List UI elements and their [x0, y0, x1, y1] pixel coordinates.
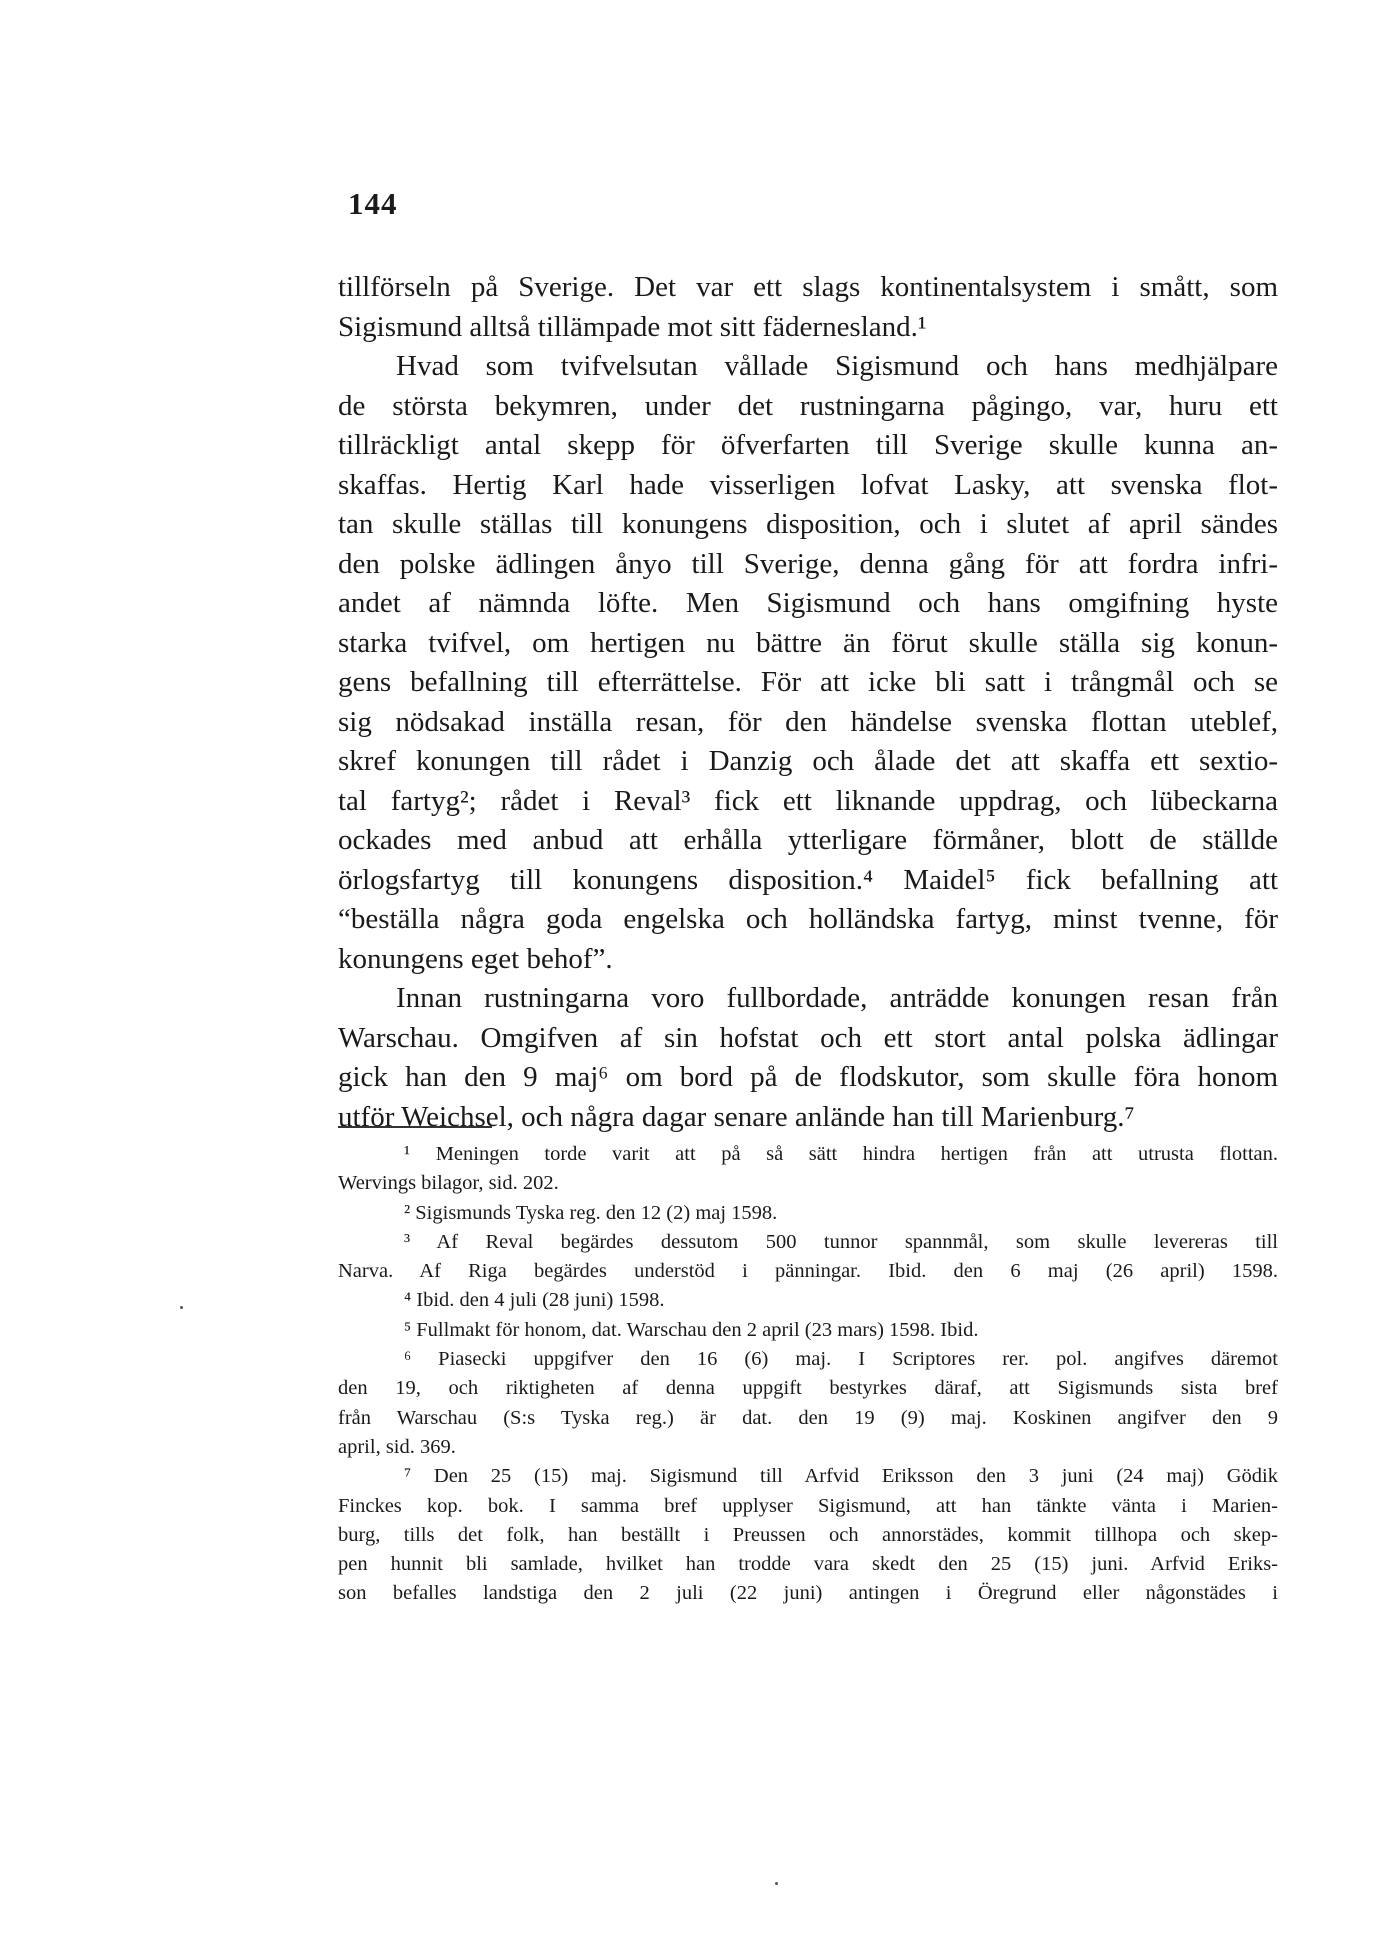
body-line: Innan rustningarna voro fullbordade, anträdde konungen resan från: [396, 982, 1278, 1014]
footnote-divider: [338, 1126, 492, 1128]
footnote-line: son befalles landstiga den 2 juli (22 juni) antingen i Öregrund eller någonstädes i: [338, 1582, 1278, 1605]
footnotes: [338, 1140, 1278, 1609]
footnote-line: ⁶ Piasecki uppgifver den 16 (6) maj. I Scriptores rer. pol. angifves däremot: [404, 1348, 1278, 1371]
body-line: andet af nämnda löfte. Men Sigismund och hans omgifning hyste: [338, 587, 1278, 619]
body-line: Sigismund alltså tillämpade mot sitt fädernesland.¹: [338, 310, 927, 343]
footnote-line: från Warschau (S:s Tyska reg.) är dat. den 19 (9) maj. Koskinen angifver den 9: [338, 1406, 1278, 1429]
footnote-line: ⁷ Den 25 (15) maj. Sigismund till Arfvid Eriksson den 3 juni (24 maj) Gödik: [404, 1465, 1278, 1488]
footnote-line: den 19, och riktigheten af denna uppgift bestyrkes däraf, att Sigismunds sista bref: [338, 1377, 1278, 1400]
body-line: örlogsfartyg till konungens disposition.⁴ Maidel⁵ fick befallning att: [338, 863, 1278, 896]
body-line: de största bekymren, under det rustningarna pågingo, var, huru ett: [338, 389, 1278, 422]
body-line: skref konungen till rådet i Danzig och ålade det att skaffa ett sextio-: [338, 745, 1278, 777]
footnote-line: Finckes kop. bok. I samma bref upplyser Sigismund, att han tänkte vänta i Marien-: [338, 1494, 1278, 1517]
body-line: gens befallning till efterrättelse. För att icke bli satt i trångmål och se: [338, 666, 1278, 698]
body-line: tillräckligt antal skepp för öfverfarten till Sverige skulle kunna an-: [338, 429, 1278, 461]
footnote-line: ¹ Meningen torde varit att på så sätt hindra hertigen från att utrusta flottan.: [404, 1143, 1278, 1165]
footnote-line: ³ Af Reval begärdes dessutom 500 tunnor spannmål, som skulle levereras till: [404, 1230, 1278, 1253]
body-line: starka tvifvel, om hertigen nu bättre än förut skulle ställa sig konun-: [338, 626, 1278, 659]
footnote-line: ⁵ Fullmakt för honom, dat. Warschau den 2 april (23 mars) 1598. Ibid.: [404, 1318, 979, 1341]
body-line: tan skulle ställas till konungens disposition, och i slutet af april sändes: [338, 508, 1278, 540]
footnote-line: pen hunnit bli samlade, hvilket han trodde vara skedt den 25 (15) juni. Arfvid Eriks-: [338, 1553, 1278, 1576]
body-line: utför Weichsel, och några dagar senare anlände han till Marienburg.⁷: [338, 1100, 1135, 1133]
body-line: gick han den 9 maj⁶ om bord på de flodskutor, som skulle föra honom: [338, 1061, 1278, 1093]
body-line: sig nödsakad inställa resan, för den händelse svenska flottan uteblef,: [338, 705, 1278, 738]
speck-mark: [775, 1882, 778, 1885]
footnote-line: ² Sigismunds Tyska reg. den 12 (2) maj 1598.: [404, 1201, 778, 1224]
page-number: 144: [348, 186, 398, 221]
body-line: konungens eget behof”.: [338, 942, 613, 975]
footnote-line: Narva. Af Riga begärdes understöd i pänningar. Ibid. den 6 maj (26 april) 1598.: [338, 1260, 1278, 1283]
footnote-line: Wervings bilagor, sid. 202.: [338, 1172, 559, 1195]
body-text: [338, 268, 1278, 1137]
body-line: skaffas. Hertig Karl hade visserligen lofvat Lasky, att svenska flot-: [338, 468, 1278, 501]
body-line: “beställa några goda engelska och holländska fartyg, minst tvenne, för: [338, 903, 1278, 935]
footnote-line: burg, tills det folk, han beställt i Preussen och annorstädes, kommit tillhopa och skep-: [338, 1523, 1278, 1546]
body-line: tillförseln på Sverige. Det var ett slags kontinentalsystem i smått, som: [338, 271, 1278, 303]
body-line: den polske ädlingen ånyo till Sverige, denna gång för att fordra infri-: [338, 547, 1278, 580]
body-line: Warschau. Omgifven af sin hofstat och ett stort antal polska ädlingar: [338, 1021, 1278, 1054]
speck-mark: [180, 1306, 183, 1309]
footnote-line: ⁴ Ibid. den 4 juli (28 juni) 1598.: [404, 1289, 665, 1312]
body-line: tal fartyg²; rådet i Reval³ fick ett liknande uppdrag, och lübeckarna: [338, 784, 1278, 817]
body-line: ockades med anbud att erhålla ytterligare förmåner, blott de ställde: [338, 824, 1278, 856]
body-line: Hvad som tvifvelsutan vållade Sigismund och hans medhjälpare: [396, 350, 1278, 382]
footnote-line: april, sid. 369.: [338, 1435, 456, 1458]
